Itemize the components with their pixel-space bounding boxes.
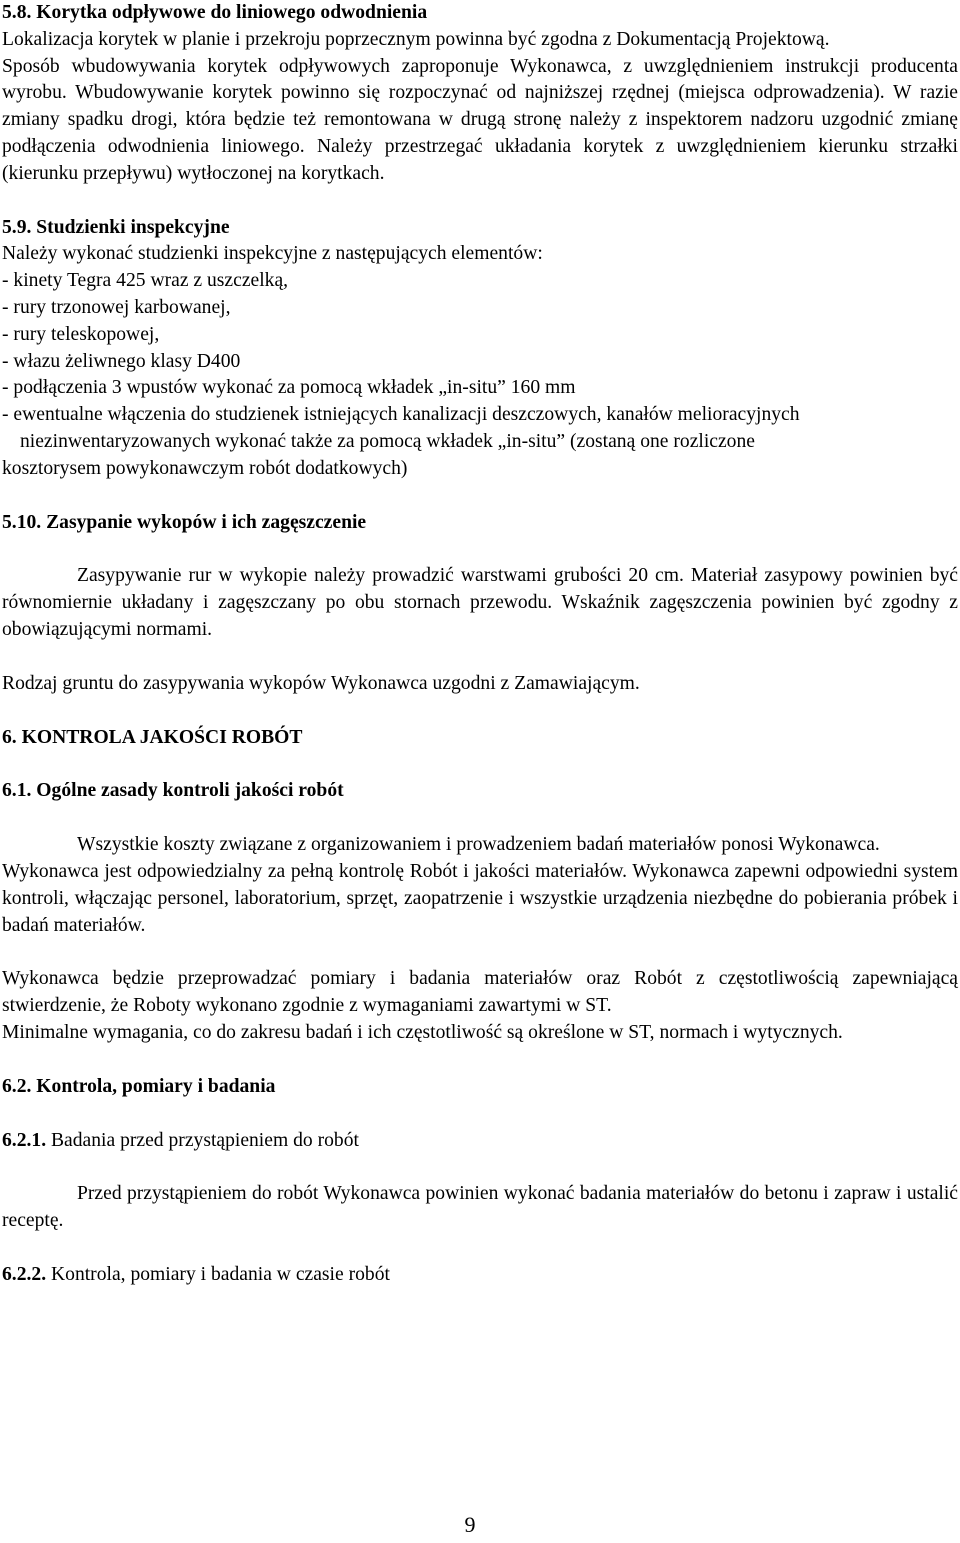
spacer	[2, 1101, 958, 1128]
spacer	[2, 644, 958, 671]
heading-5-8: 5.8. Korytka odpływowe do liniowego odwodnienia	[2, 2, 428, 23]
spacer	[2, 939, 958, 966]
heading-5-10: 5.10. Zasypanie wykopów i ich zagęszczenie	[2, 511, 367, 533]
heading-6-2: 6.2. Kontrola, pomiary i badania	[2, 1075, 276, 1097]
spacer	[2, 188, 958, 215]
paragraph-6-1-responsibility: Wykonawca jest odpowiedzialny za pełną kontrolę Robót i jakości materiałów. Wykonawca zapewni odpowiedni system kontroli, włączając personel, laboratorium, sprzęt, zaopatrzenie i wszystkie urządzenia niezbędne do pobierania próbek i badań materiałów.	[2, 860, 958, 936]
list-item-6-line2: niezinwentaryzowanych wykonać także za pomocą wkładek „in-situ” (zostaną one rozliczone	[20, 430, 755, 452]
paragraph-6-1-requirements: Minimalne wymagania, co do zakresu badań i ich częstotliwość są określone w ST, normach i wytycznych.	[2, 1021, 843, 1043]
list-item-1: - kinety Tegra 425 wraz z uszczelką,	[2, 270, 289, 292]
spacer	[2, 1047, 958, 1074]
paragraph-6-1-measurements: Wykonawca będzie przeprowadzać pomiary i badania materiałów oraz Robót z częstotliwością zapewniającą stwierdzenie, że Roboty wykonano zgodnie z wymaganiami zawartymi w ST.	[2, 968, 958, 1017]
list-item-4: - włazu żeliwnego klasy D400	[2, 350, 241, 372]
list-item-6-line3: kosztorysem powykonawczym robót dodatkowych)	[2, 457, 408, 479]
heading-6-2-2-number: 6.2.2.	[2, 1263, 47, 1285]
page-number: 9	[464, 1512, 476, 1537]
heading-6-1: 6.1. Ogólne zasady kontroli jakości robót	[2, 780, 344, 802]
paragraph-5-10-backfill: Zasypywanie rur w wykopie należy prowadzić warstwami grubości 20 cm. Materiał zasypowy powinien być równomiernie układany i zagęszczany po obu stornach przewodu. Wskaźnik zagęszczenia powinien być zgodny z obowiązującymi normami.	[2, 565, 958, 640]
heading-6-2-1-title: Badania przed przystąpieniem do robót	[46, 1129, 359, 1151]
spacer	[2, 805, 958, 832]
list-item-2: - rury trzonowej karbowanej,	[2, 296, 231, 318]
paragraph-5-8-installation: Sposób wbudowywania korytek odpływowych zaproponuje Wykonawca, z uwzględnieniem instrukcji producenta wyrobu. Wbudowywanie korytek powinno się rozpoczynać od najniższej rzędnej (miejsca odprowadzenia). W razie zmiany spadku drogi, która będzie też remontowana w drugą stronę należy z inspektorem nadzoru uzgodnić zmianę podłączenia odwodnienia liniowego. Należy przestrzegać układania korytek z uwzględnieniem kierunku strzałki (kierunku przepływu) wytłoczonej na korytkach.	[2, 55, 958, 184]
spacer	[2, 698, 958, 725]
list-item-3: - rury teleskopowej,	[2, 323, 160, 345]
heading-6-2-1	[2, 1128, 958, 1155]
spacer	[2, 483, 958, 510]
spacer	[2, 751, 958, 778]
heading-6-2-2	[2, 1262, 958, 1289]
spacer	[2, 1154, 958, 1181]
paragraph-6-2-1: Przed przystąpieniem do robót Wykonawca powinien wykonać badania materiałów do betonu i zapraw i ustalić receptę.	[2, 1183, 958, 1232]
paragraph-5-9-intro: Należy wykonać studzienki inspekcyjne z następujących elementów:	[2, 243, 543, 265]
paragraph-5-8-location: Lokalizacja korytek w planie i przekroju poprzecznym powinna być zgodna z Dokumentacją Projektową.	[2, 28, 830, 50]
heading-6-2-1-number: 6.2.1.	[2, 1129, 47, 1151]
list-item-6-line1: - ewentualne włączenia do studzienek istniejących kanalizacji deszczowych, kanałów melioracyjnych	[2, 404, 800, 426]
heading-6-2-2-title: Kontrola, pomiary i badania w czasie robót	[46, 1263, 390, 1285]
list-item-5: - podłączenia 3 wpustów wykonać za pomocą wkładek „in-situ” 160 mm	[2, 377, 576, 399]
heading-5-9: 5.9. Studzienki inspekcyjne	[2, 216, 230, 238]
heading-6: 6. KONTROLA JAKOŚCI ROBÓT	[2, 726, 303, 748]
paragraph-6-1-costs: Wszystkie koszty związane z organizowaniem i prowadzeniem badań materiałów ponosi Wykonawca.	[77, 834, 880, 856]
spacer	[2, 1235, 958, 1262]
spacer	[2, 536, 958, 563]
paragraph-5-10-soil: Rodzaj gruntu do zasypywania wykopów Wykonawca uzgodni z Zamawiającym.	[2, 672, 640, 694]
